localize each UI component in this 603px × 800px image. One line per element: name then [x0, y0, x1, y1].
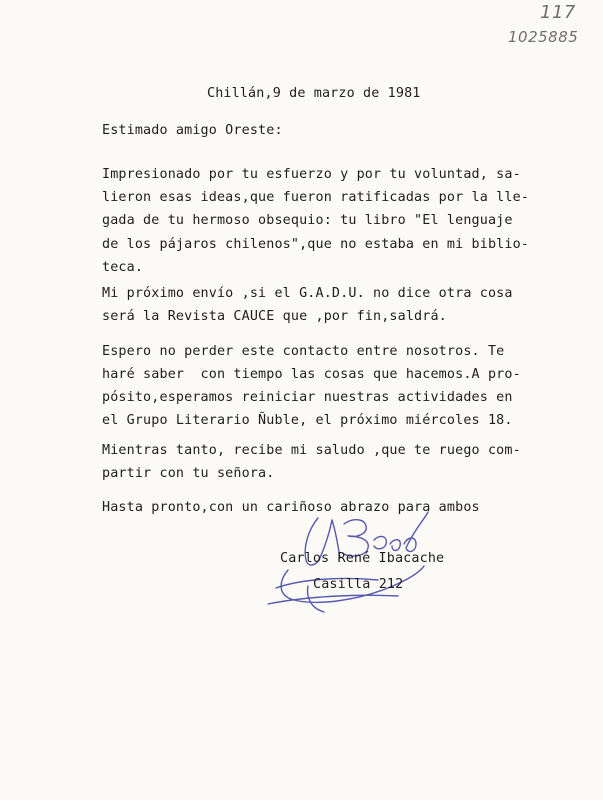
letter-salutation: Estimado amigo Oreste: — [102, 123, 283, 138]
signature-address: Casilla 212 — [313, 577, 404, 592]
archive-folio-number: 117 — [540, 2, 576, 23]
paragraph-1-line: lieron esas ideas,que fueron ratificadas por la lle- — [102, 190, 530, 205]
paragraph-4-line: partir con tu señora. — [102, 466, 275, 481]
letter-closing: Hasta pronto,con un cariñoso abrazo para ambos — [102, 500, 480, 515]
paragraph-2-line: será la Revista CAUCE que ,por fin,saldrá. — [102, 309, 447, 324]
paragraph-1-line: de los pájaros chilenos",que no estaba en mi biblio- — [102, 237, 530, 252]
paragraph-2-line: Mi próximo envío ,si el G.A.D.U. no dice otra cosa — [102, 286, 513, 301]
paragraph-4-line: Mientras tanto, recibe mi saludo ,que te ruego com- — [102, 443, 521, 458]
paragraph-3-line: haré saber con tiempo las cosas que hacemos.A pro- — [102, 367, 521, 382]
signature-name: Carlos René Ibacache — [280, 551, 445, 566]
paragraph-1-line: gada de tu hermoso obsequio: tu libro "El lenguaje — [102, 213, 513, 228]
paragraph-3-line: pósito,esperamos reiniciar nuestras actividades en — [102, 390, 513, 405]
paragraph-3-line: el Grupo Literario Ñuble, el próximo miércoles 18. — [102, 413, 513, 428]
paragraph-1-line: Impresionado por tu esfuerzo y por tu voluntad, sa- — [102, 167, 521, 182]
archive-catalog-number: 1025885 — [508, 28, 579, 46]
paragraph-1-line: teca. — [102, 260, 144, 275]
paragraph-3-line: Espero no perder este contacto entre nosotros. Te — [102, 344, 505, 359]
letter-date: Chillán,9 de marzo de 1981 — [207, 86, 421, 101]
